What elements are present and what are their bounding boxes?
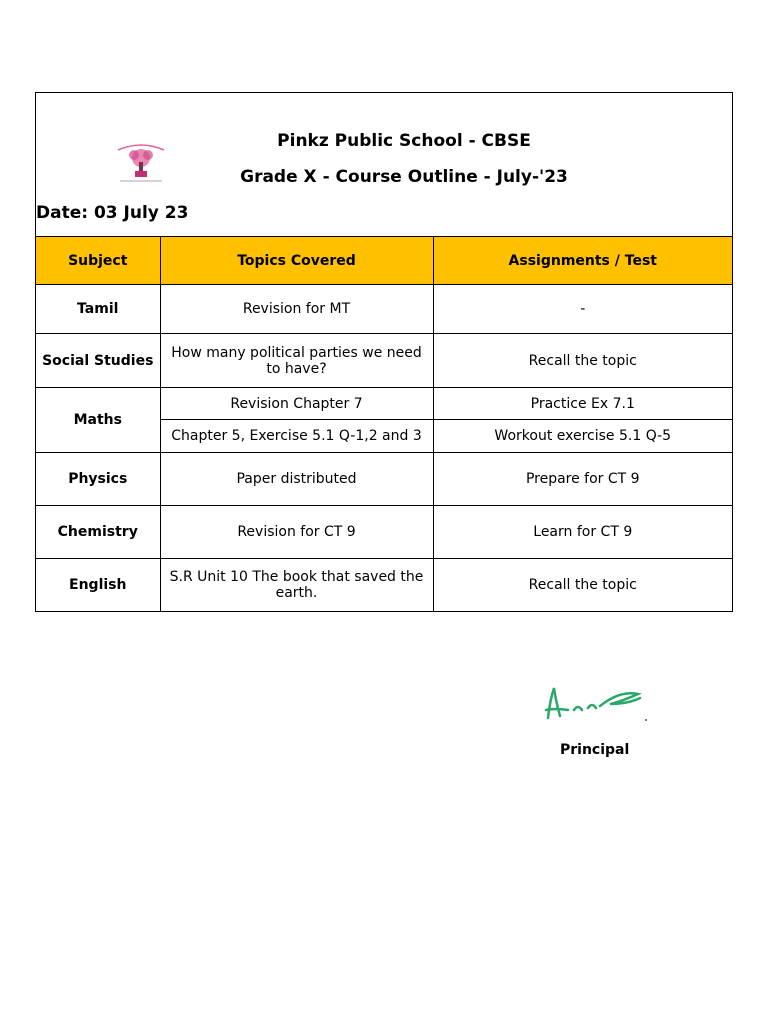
assignment-cell: Recall the topic <box>433 334 732 388</box>
principal-signature <box>540 680 650 730</box>
document-header <box>36 93 732 237</box>
course-outline-table <box>36 237 732 611</box>
course-title: Grade X - Course Outline - July-'23 <box>240 167 568 187</box>
topic-cell: S.R Unit 10 The book that saved the earth. <box>160 559 433 611</box>
table-row <box>36 285 732 334</box>
topic-cell: Chapter 5, Exercise 5.1 Q-1,2 and 3 <box>160 420 433 453</box>
table-row <box>36 559 732 611</box>
subject-cell: English <box>36 559 160 611</box>
column-header-subject: Subject <box>36 237 160 285</box>
table-row <box>36 506 732 559</box>
column-header-assignments: Assignments / Test <box>433 237 732 285</box>
subject-cell: Maths <box>36 388 160 453</box>
document-date: Date: 03 July 23 <box>36 203 189 223</box>
subject-cell: Physics <box>36 453 160 506</box>
topic-cell: Paper distributed <box>160 453 433 506</box>
table-row <box>36 453 732 506</box>
subject-cell: Chemistry <box>36 506 160 559</box>
table-header-row <box>36 237 732 285</box>
topic-cell: How many political parties we need to have? <box>160 334 433 388</box>
topic-cell: Revision for MT <box>160 285 433 334</box>
column-header-topics: Topics Covered <box>160 237 433 285</box>
table-row <box>36 334 732 388</box>
assignment-cell: Learn for CT 9 <box>433 506 732 559</box>
subject-cell: Social Studies <box>36 334 160 388</box>
school-name: Pinkz Public School - CBSE <box>277 131 531 151</box>
assignment-cell: Recall the topic <box>433 559 732 611</box>
assignment-cell: Prepare for CT 9 <box>433 453 732 506</box>
assignment-cell: - <box>433 285 732 334</box>
subject-cell: Tamil <box>36 285 160 334</box>
topic-cell: Revision for CT 9 <box>160 506 433 559</box>
signatory-label: Principal <box>560 742 630 758</box>
topic-cell: Revision Chapter 7 <box>160 388 433 420</box>
assignment-cell: Workout exercise 5.1 Q-5 <box>433 420 732 453</box>
course-outline-sheet <box>35 92 733 612</box>
table-row <box>36 388 732 420</box>
assignment-cell: Practice Ex 7.1 <box>433 388 732 420</box>
